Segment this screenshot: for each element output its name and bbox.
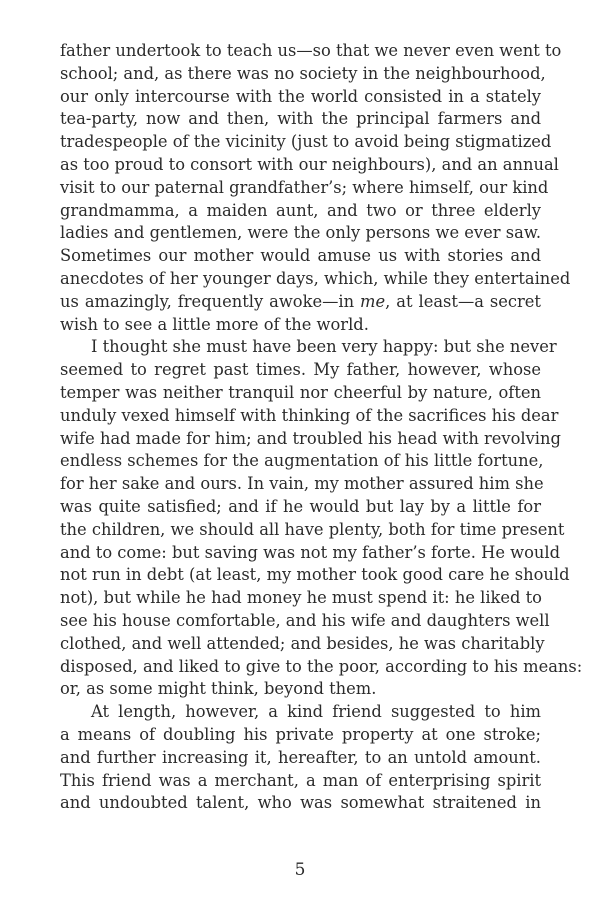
text-line: At length, however, a kind friend suggested to him bbox=[91, 702, 541, 722]
body-text bbox=[60, 40, 583, 815]
emphasized-word: me bbox=[360, 291, 386, 311]
text-line: wish to see a little more of the world. bbox=[60, 314, 369, 334]
text-line: our only intercourse with the world consisted in a stately bbox=[60, 86, 541, 106]
text-line: anecdotes of her younger days, which, while they entertained bbox=[60, 268, 571, 288]
text-line: us amazingly, frequently awoke—in me, at least—a secret bbox=[60, 291, 541, 311]
text-line: the children, we should all have plenty, both for time present bbox=[60, 519, 565, 539]
text-line: or, as some might think, beyond them. bbox=[60, 679, 377, 699]
text-line: wife had made for him; and troubled his head with revolving bbox=[60, 428, 561, 448]
text-line: not), but while he had money he must spend it: he liked to bbox=[60, 588, 542, 608]
text-line: not run in debt (at least, my mother took good care he should bbox=[60, 565, 570, 585]
text-line: I thought she must have been very happy: but she never bbox=[91, 337, 557, 357]
text-line: as too proud to consort with our neighbours), and an annual bbox=[60, 154, 559, 174]
text-line: endless schemes for the augmentation of his little fortune, bbox=[60, 451, 544, 471]
text-line: disposed, and liked to give to the poor, according to his means: bbox=[60, 656, 583, 676]
text-line: a means of doubling his private property at one stroke; bbox=[60, 724, 541, 744]
text-line: unduly vexed himself with thinking of the sacrifices his dear bbox=[60, 405, 559, 425]
text-line: This friend was a merchant, a man of enterprising spirit bbox=[60, 770, 541, 790]
text-line: father undertook to teach us—so that we never even went to bbox=[60, 41, 562, 60]
text-line: and further increasing it, hereafter, to an untold amount. bbox=[60, 747, 541, 767]
text-line: for her sake and ours. In vain, my mother assured him she bbox=[60, 474, 544, 494]
text-line: and undoubted talent, who was somewhat straitened in bbox=[60, 793, 541, 813]
text-line: visit to our paternal grandfather’s; where himself, our kind bbox=[60, 177, 549, 197]
text-line: was quite satisfied; and if he would but lay by a little for bbox=[60, 496, 541, 516]
text-line: tradespeople of the vicinity (just to avoid being stigmatized bbox=[60, 132, 552, 152]
text-line: clothed, and well attended; and besides, he was charitably bbox=[60, 633, 545, 653]
text-line: see his house comfortable, and his wife and daughters well bbox=[60, 610, 550, 630]
text-line: ladies and gentlemen, were the only persons we ever saw. bbox=[60, 223, 541, 243]
text-line: Sometimes our mother would amuse us with stories and bbox=[60, 246, 541, 266]
page-number: 5 bbox=[294, 860, 306, 880]
text-line: and to come: but saving was not my father’s forte. He would bbox=[60, 542, 561, 562]
text-line: seemed to regret past times. My father, however, whose bbox=[60, 360, 541, 380]
text-line: tea-party, now and then, with the principal farmers and bbox=[60, 109, 541, 129]
text-line: temper was neither tranquil nor cheerful by nature, often bbox=[60, 382, 541, 402]
text-line: grandmamma, a maiden aunt, and two or three elderly bbox=[60, 200, 541, 220]
text-line: school; and, as there was no society in the neighbourhood, bbox=[60, 63, 546, 83]
